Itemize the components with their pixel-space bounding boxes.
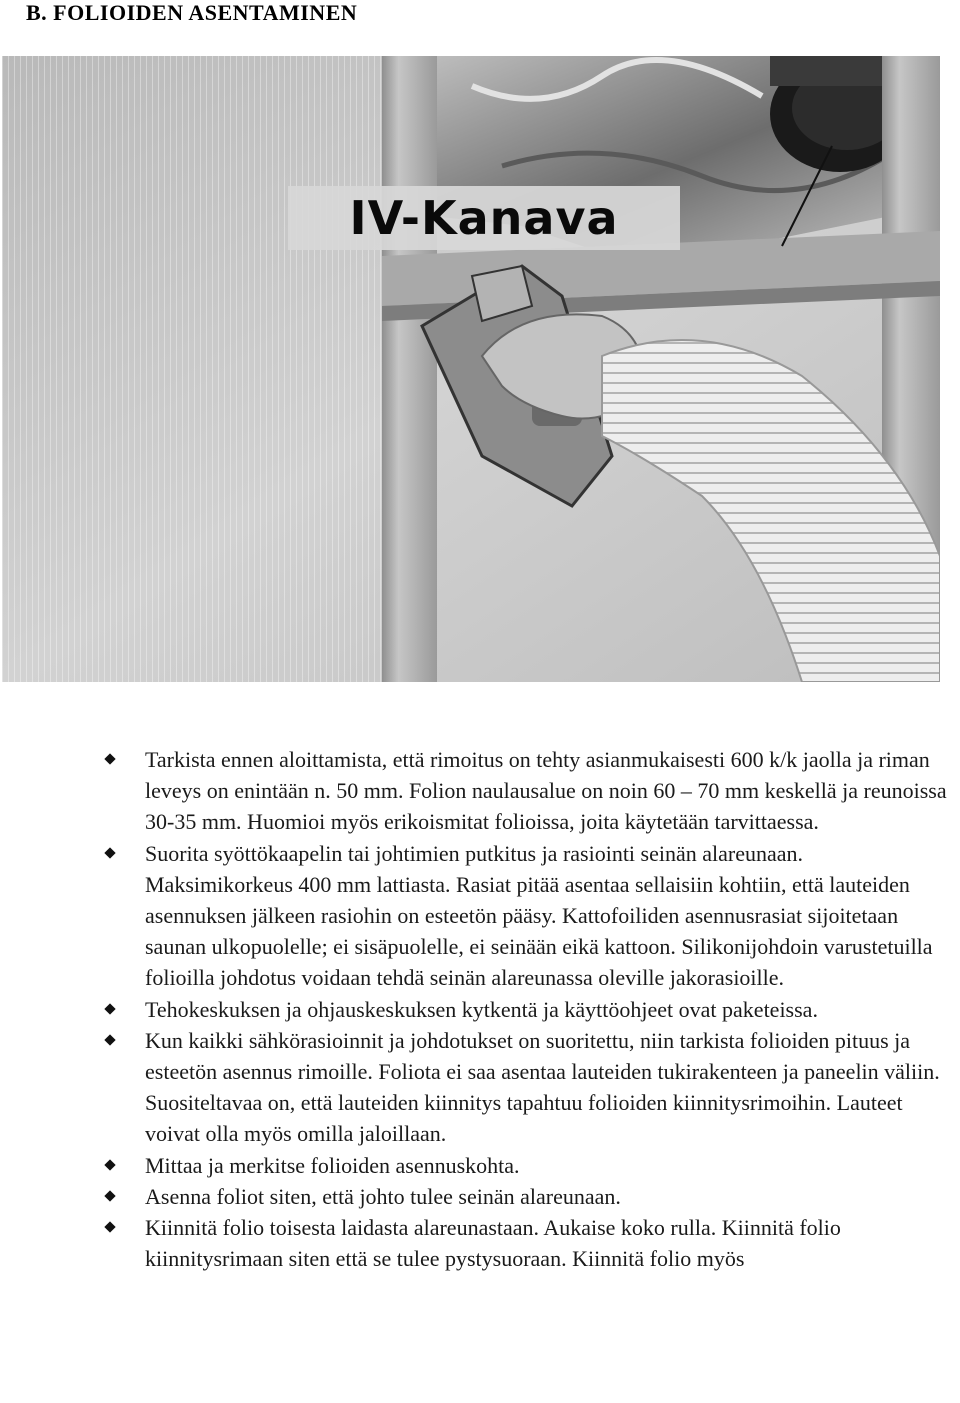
- bullet-diamond-icon: [104, 1003, 115, 1014]
- photo-illustration: [2, 56, 940, 682]
- installation-photo: [2, 56, 940, 682]
- bullet-diamond-icon: [104, 1190, 115, 1201]
- list-item-text: Kun kaikki sähkörasioinnit ja johdotukset on suoritettu, niin tarkista folioiden pituus ja esteetön asennus rimoille. Foliota ei saa asentaa lauteiden tukirakenteen ja paneelin väliin. Suositeltavaa on, että lauteiden kiinnitys tapahtuu folioiden kiinnitysrimoihin. Lauteet voivat olla myös omilla jaloillaan.: [145, 1027, 940, 1147]
- list-item-text: Tarkista ennen aloittamista, että rimoitus on tehty asianmukaisesti 600 k/k jaolla ja riman leveys on enintään n. 50 mm. Folion naulausalue on noin 60 – 70 mm keskellä ja reunoissa 30-35 mm. Huomioi myös erikoismitat folioissa, joita käytetään tarvittaessa.: [145, 747, 947, 835]
- list-item-text: Suorita syöttökaapelin tai johtimien putkitus ja rasiointi seinän alareunaan. Maksimikorkeus 400 mm lattiasta. Rasiat pitää asentaa sellaisiin kohtiin, että lauteiden asennuksen jälkeen rasiohin on esteetön pääsy. Kattofoiliden asennusrasiat sijoitetaan saunan ulkopuolelle; ei sisäpuolelle, ei seinään eikä kattoon. Silikonijohdoin varustetuilla folioilla johdotus voidaan tehdä seinän alareunassa oleville jakorasioille.: [145, 840, 933, 991]
- list-item-text: Mittaa ja merkitse folioiden asennuskohta.: [145, 1152, 520, 1178]
- list-item: [0, 1025, 960, 1150]
- list-item-text: Kiinnitä folio toisesta laidasta alareunastaan. Aukaise koko rulla. Kiinnitä folio kiinnitysrimaan siten että se tulee pystysuoraan. Kiinnitä folio myös: [145, 1215, 841, 1272]
- list-item: [0, 1181, 960, 1212]
- list-item-text: Tehokeskuksen ja ohjauskeskuksen kytkentä ja käyttöohjeet ovat paketeissa.: [145, 996, 818, 1022]
- bullet-diamond-icon: [104, 1221, 115, 1232]
- list-item-text: Asenna foliot siten, että johto tulee seinän alareunaan.: [145, 1183, 621, 1209]
- list-item: [0, 744, 960, 838]
- section-heading: B. FOLIOIDEN ASENTAMINEN: [26, 0, 358, 25]
- bullet-diamond-icon: [104, 753, 115, 764]
- instruction-list: [0, 744, 960, 1274]
- list-item: [0, 1150, 960, 1181]
- bullet-diamond-icon: [104, 1034, 115, 1045]
- duct-label-text: IV-Kanava: [349, 191, 619, 245]
- list-item: [0, 1212, 960, 1274]
- list-item: [0, 994, 960, 1025]
- bullet-diamond-icon: [104, 1159, 115, 1170]
- duct-label: [288, 186, 680, 250]
- bullet-diamond-icon: [104, 847, 115, 858]
- list-item: [0, 838, 960, 994]
